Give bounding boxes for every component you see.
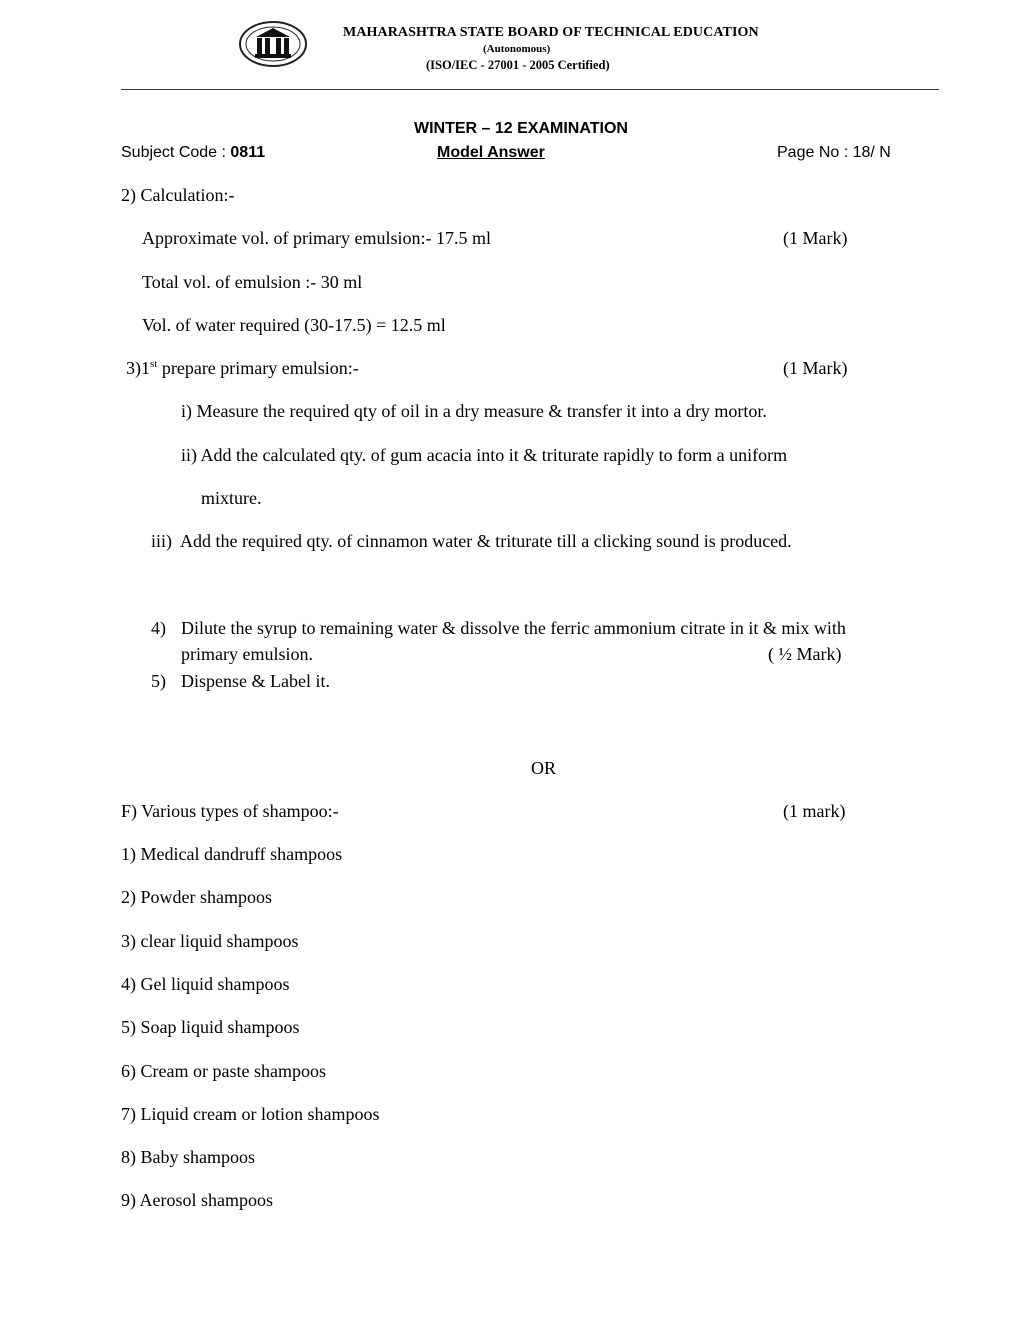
shampoo-item: 2) Powder shampoos [121,887,272,907]
step3-rest: prepare primary emulsion:- [157,358,359,378]
primary-vol-mark: (1 Mark) [783,228,848,248]
step3-item-3: iii) Add the required qty. of cinnamon water & triturate till a clicking sound is produced. [151,531,792,551]
step3-prefix: 3)1 [126,358,150,378]
primary-vol-line: Approximate vol. of primary emulsion:- 17.5 ml [142,228,491,248]
board-name: MAHARASHTRA STATE BOARD OF TECHNICAL EDUCATION [343,25,759,40]
shampoo-item: 1) Medical dandruff shampoos [121,844,343,864]
shampoo-item: 4) Gel liquid shampoos [121,974,290,994]
subject-code [121,144,265,162]
or-separator: OR [531,758,557,778]
total-vol-line: Total vol. of emulsion :- 30 ml [142,272,363,292]
shampoo-item: 7) Liquid cream or lotion shampoos [121,1104,380,1124]
step4-mark: ( ½ Mark) [768,644,842,664]
step5-text: Dispense & Label it. [181,671,330,691]
step3-item-2-cont: mixture. [201,488,262,508]
certification-label: (ISO/IEC - 27001 - 2005 Certified) [426,58,610,72]
step3-heading [126,358,359,379]
step4-number: 4) [151,618,166,638]
step3-sup: st [150,358,158,370]
subject-code-label: Subject Code : [121,144,226,161]
water-vol-line: Vol. of water required (30-17.5) = 12.5 ml [142,315,446,335]
step3-mark: (1 Mark) [783,358,848,378]
shampoo-heading: F) Various types of shampoo:- [121,801,339,821]
header-divider [121,89,939,90]
model-answer-label: Model Answer [437,144,545,161]
autonomous-label: (Autonomous) [483,43,551,55]
step4-line1: Dilute the syrup to remaining water & dissolve the ferric ammonium citrate in it & mix with [181,618,846,638]
exam-title: WINTER – 12 EXAMINATION [414,120,628,137]
shampoo-mark: (1 mark) [783,801,846,821]
shampoo-item: 8) Baby shampoos [121,1147,255,1167]
step4-line2: primary emulsion. [181,644,313,664]
step3-item-1: i) Measure the required qty of oil in a dry measure & transfer it into a dry mortor. [181,401,767,421]
page-number: Page No : 18/ N [777,144,891,161]
shampoo-item: 9) Aerosol shampoos [121,1190,273,1210]
shampoo-item: 5) Soap liquid shampoos [121,1017,300,1037]
shampoo-item: 3) clear liquid shampoos [121,931,299,951]
step3-item-2: ii) Add the calculated qty. of gum acacia into it & triturate rapidly to form a uniform [181,445,788,465]
subject-code-value: 0811 [230,144,266,161]
step5-number: 5) [151,671,166,691]
shampoo-item: 6) Cream or paste shampoos [121,1061,326,1081]
msbte-logo [238,20,308,68]
calculation-heading: 2) Calculation:- [121,185,235,205]
